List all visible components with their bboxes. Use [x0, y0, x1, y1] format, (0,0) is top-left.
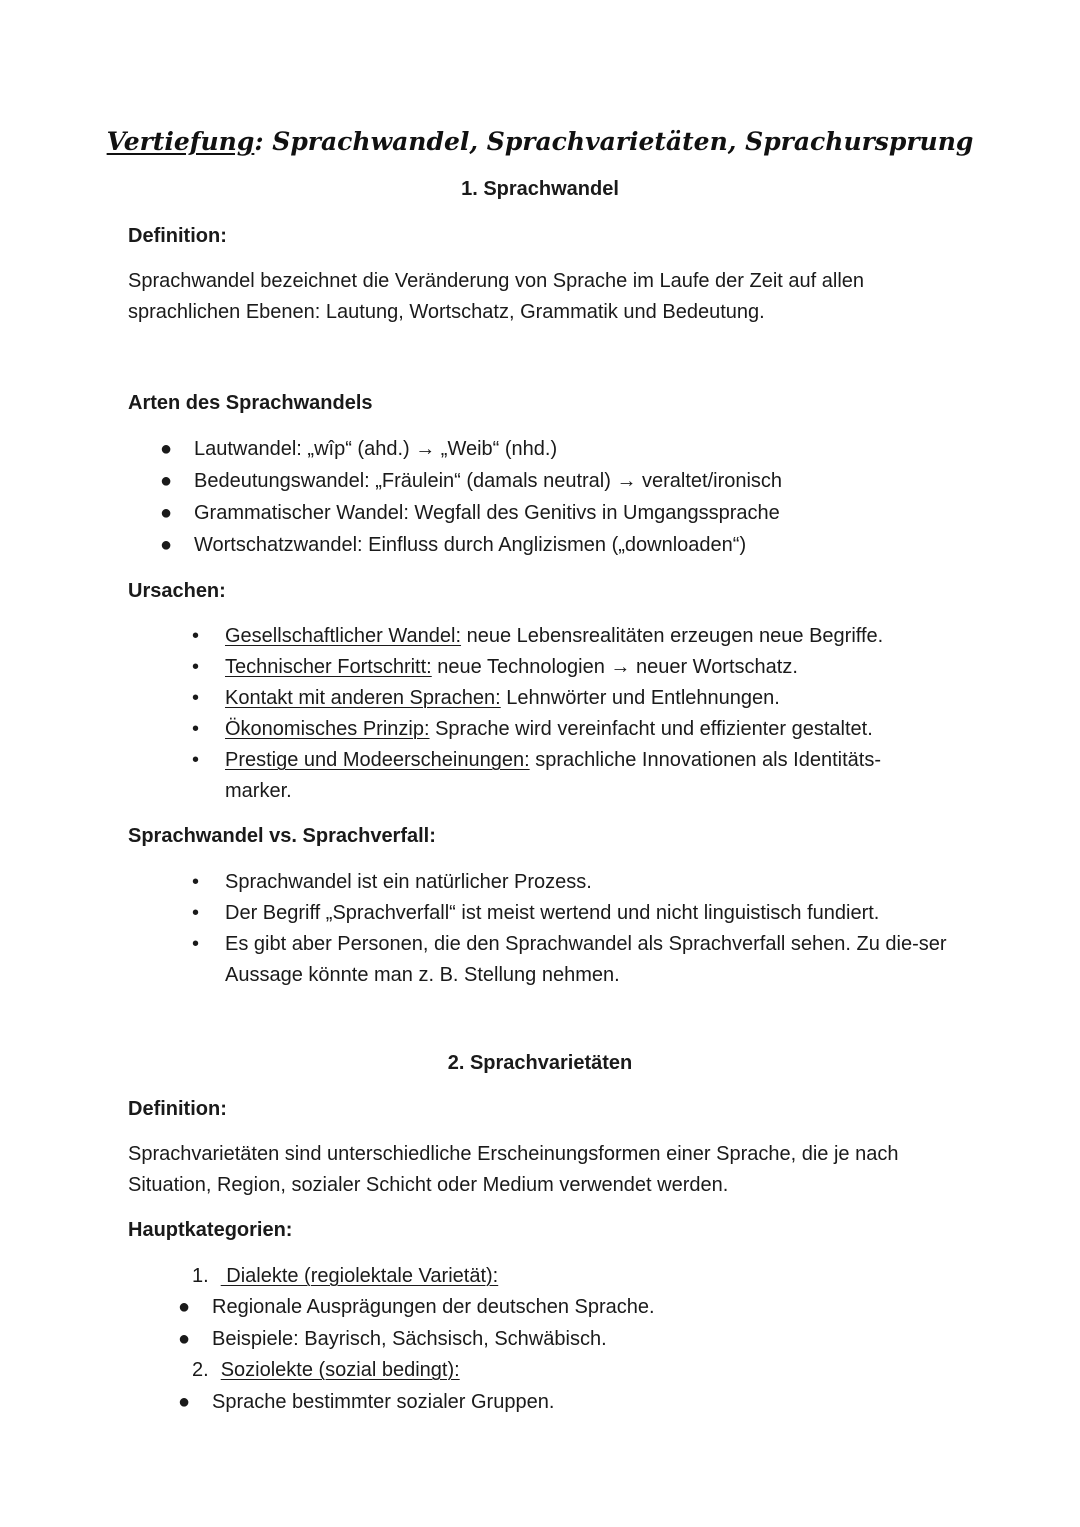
category-2-heading: 2. Soziolekte (sozial bedingt): — [192, 1359, 460, 1381]
list-item: • Ökonomisches Prinzip: Sprache wird vereinfacht und effizienter gestaltet. — [190, 714, 930, 745]
section1-heading: 1. Sprachwandel — [461, 178, 619, 200]
list-item: ● Wortschatzwandel: Einfluss durch Anglizismen („downloaden“) — [160, 530, 980, 561]
list-item: ● Sprache bestimmter sozialer Gruppen. — [178, 1387, 938, 1418]
bullet-icon: • — [192, 749, 200, 771]
bullet-icon: ● — [160, 470, 173, 492]
category-2-list — [178, 1387, 938, 1418]
bullet-icon: ● — [178, 1296, 191, 1318]
bullet-icon: • — [192, 656, 200, 678]
list-item: ● Bedeutungswandel: „Fräulein“ (damals neutral) → veraltet/ironisch — [160, 466, 980, 497]
section1-definition-label: Definition: — [128, 225, 227, 247]
bullet-icon: ● — [160, 502, 173, 524]
category-1-list — [178, 1292, 938, 1355]
bullet-icon: • — [192, 871, 200, 893]
section1-types-label: Arten des Sprachwandels — [128, 392, 373, 414]
section2-heading: 2. Sprachvarietäten — [447, 1052, 633, 1074]
section1-vs-list — [190, 867, 950, 991]
bullet-icon: • — [192, 933, 200, 955]
section2-definition-label: Definition: — [128, 1098, 227, 1120]
bullet-icon: • — [192, 625, 200, 647]
section2-categories-label: Hauptkategorien: — [128, 1219, 293, 1241]
bullet-icon: ● — [160, 534, 173, 556]
list-item: ● Beispiele: Bayrisch, Sächsisch, Schwäbisch. — [178, 1324, 938, 1355]
list-item: • Kontakt mit anderen Sprachen: Lehnwörter und Entlehnungen. — [190, 683, 930, 714]
list-item: • Sprachwandel ist ein natürlicher Prozess. — [190, 867, 950, 898]
list-item: ● Regionale Ausprägungen der deutschen Sprache. — [178, 1292, 938, 1323]
list-item: ● Grammatischer Wandel: Wegfall des Genitivs in Umgangssprache — [160, 498, 980, 529]
list-item: • Prestige und Modeerscheinungen: sprachliche Innovationen als Identitäts-marker. — [190, 745, 930, 807]
bullet-icon: • — [192, 687, 200, 709]
section2-definition-text: Sprachvarietäten sind unterschiedliche Erscheinungsformen einer Sprache, die je nach Situation, Region, sozialer Schicht oder Medium verwendet werden. — [128, 1143, 899, 1196]
section1-causes-list — [190, 621, 930, 807]
document-title — [0, 127, 1080, 156]
bullet-icon: ● — [160, 438, 173, 460]
section1-types-list — [160, 434, 980, 561]
list-item: • Technischer Fortschritt: neue Technologien → neuer Wortschatz. — [190, 652, 930, 683]
section1-definition-text: Sprachwandel bezeichnet die Veränderung von Sprache im Laufe der Zeit auf allen sprachlichen Ebenen: Lautung, Wortschatz, Grammatik und Bedeutung. — [128, 270, 865, 323]
section1-vs-label: Sprachwandel vs. Sprachverfall: — [128, 825, 436, 847]
list-item: ● Lautwandel: „wîp“ (ahd.) → „Weib“ (nhd.) — [160, 434, 980, 465]
bullet-icon: • — [192, 718, 200, 740]
list-item: • Es gibt aber Personen, die den Sprachwandel als Sprachverfall sehen. Zu die-ser Aussage könnte man z. B. Stellung nehmen. — [190, 929, 950, 991]
list-item: • Der Begriff „Sprachverfall“ ist meist wertend und nicht linguistisch fundiert. — [190, 898, 950, 929]
list-item: • Gesellschaftlicher Wandel: neue Lebensrealitäten erzeugen neue Begriffe. — [190, 621, 930, 652]
bullet-icon: ● — [178, 1328, 191, 1350]
category-1-heading: 1. Dialekte (regiolektale Varietät): — [192, 1265, 499, 1287]
bullet-icon: ● — [178, 1391, 191, 1413]
title-underlined-part: Vertiefung — [106, 127, 255, 156]
bullet-icon: • — [192, 902, 200, 924]
title-rest: : Sprachwandel, Sprachvarietäten, Sprachursprung — [254, 127, 974, 156]
section1-causes-label: Ursachen: — [128, 580, 226, 602]
